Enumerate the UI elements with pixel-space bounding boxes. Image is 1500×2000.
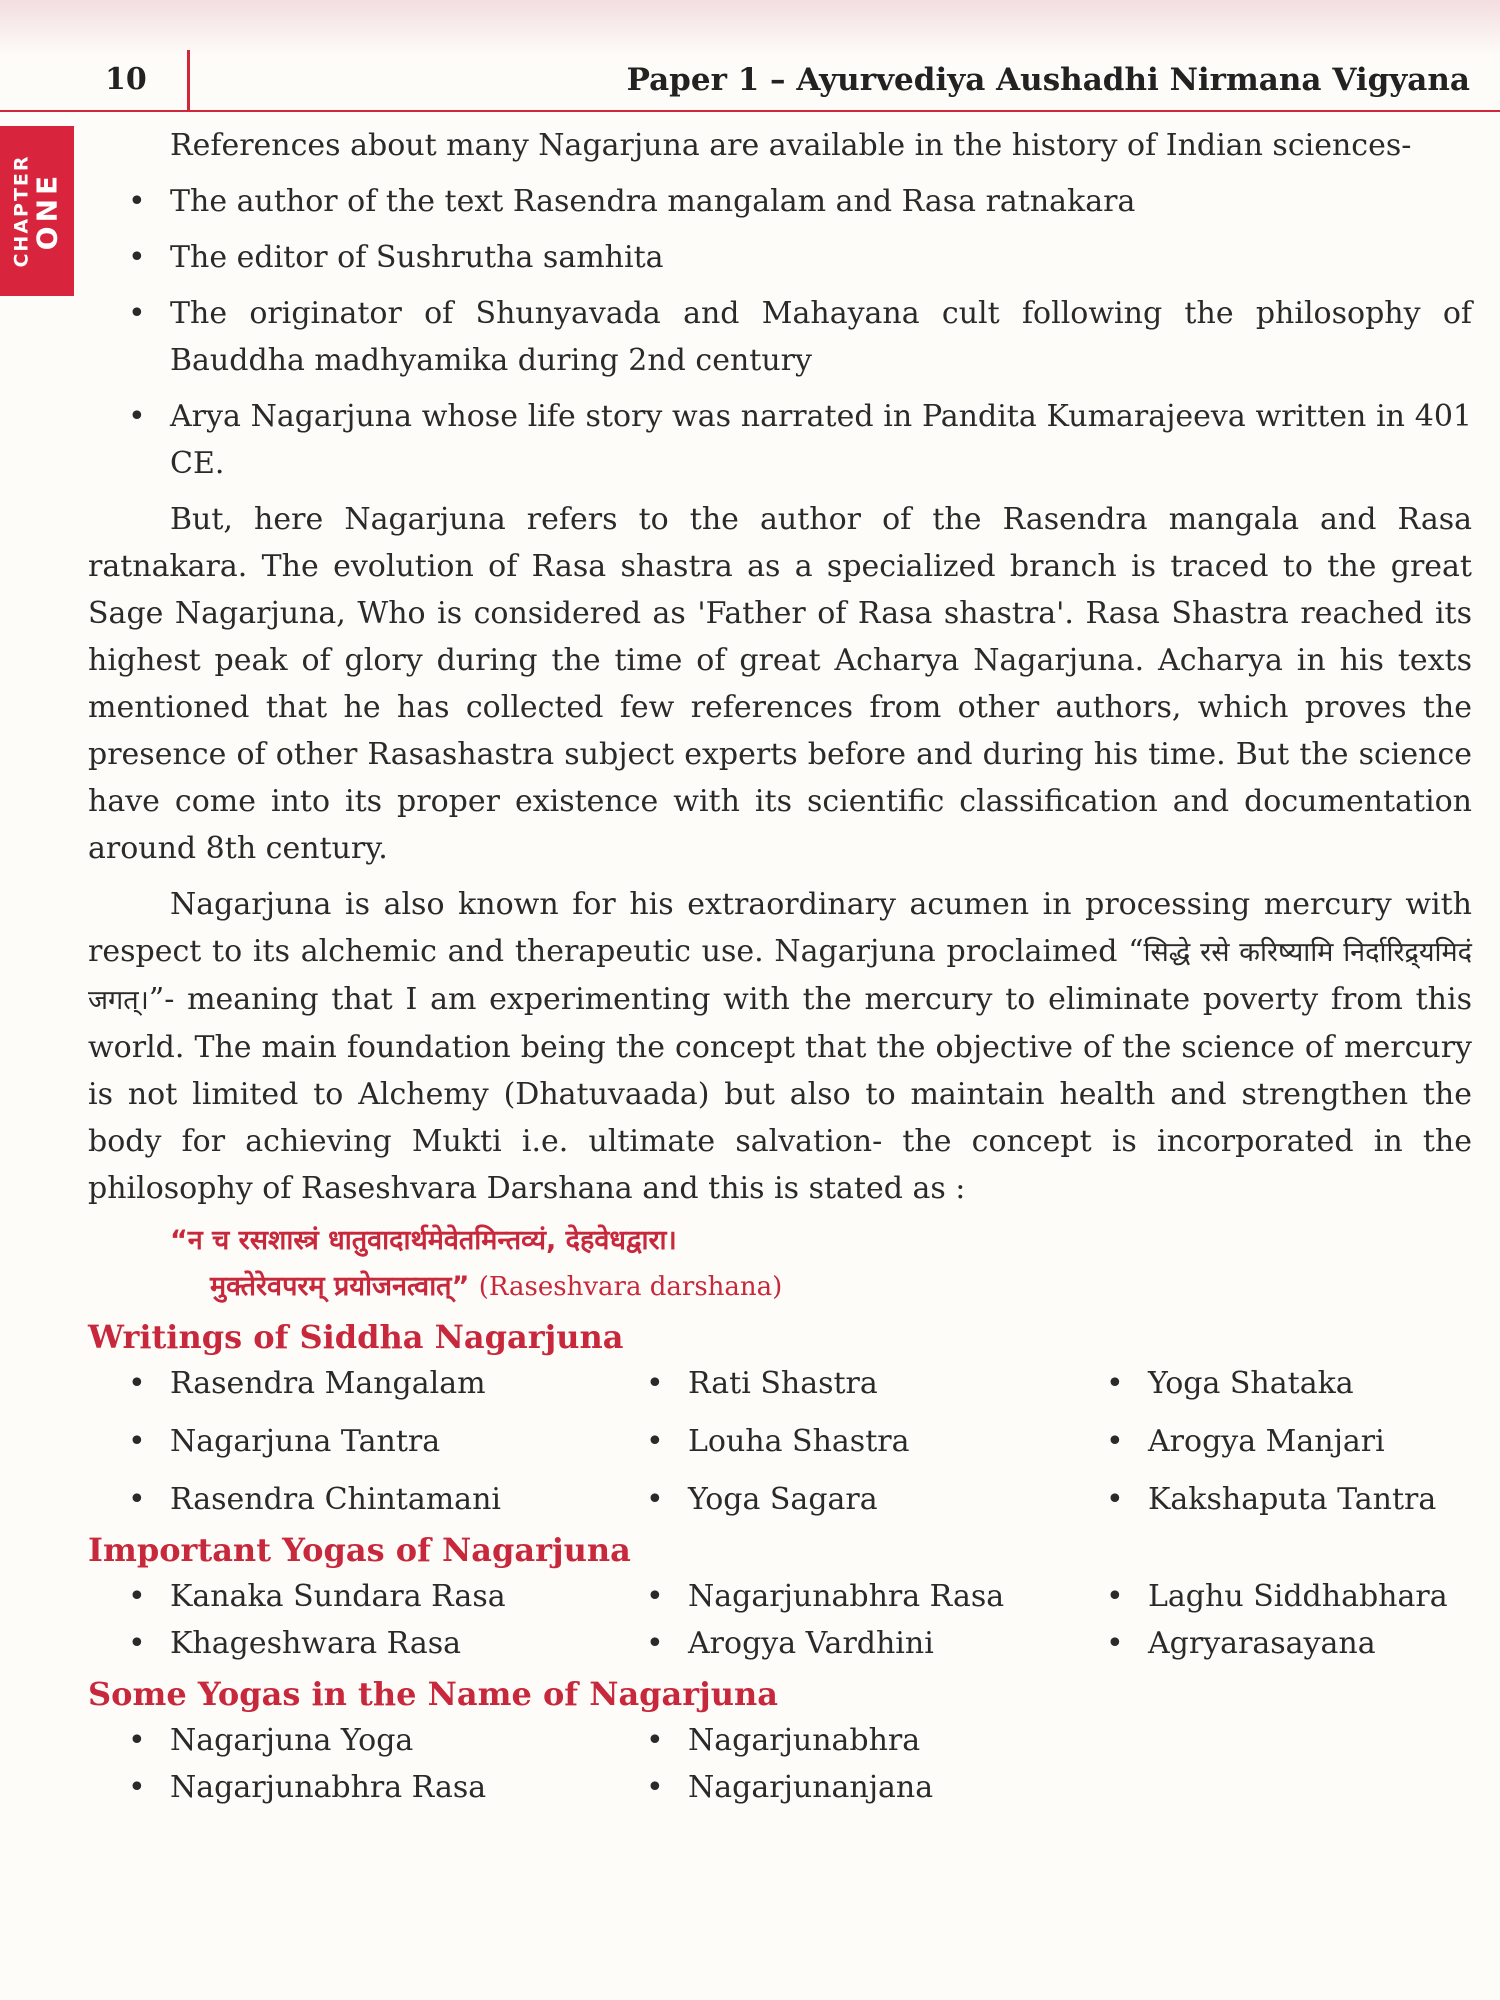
bullet-icon: • (128, 296, 146, 331)
bullet-icon: • (128, 1723, 146, 1758)
bullet-icon: • (646, 1723, 664, 1758)
sanskrit-quote: सिद्धे रसे करिष्यामि निर्दारिद्र्यमिदं जगत्। (88, 937, 1473, 1016)
bullet-icon: • (1106, 1424, 1124, 1459)
bullet-icon: • (646, 1579, 664, 1614)
bullet-icon: • (646, 1770, 664, 1805)
named-yogas-grid (88, 1717, 1472, 1811)
bullet-icon: • (128, 184, 146, 219)
page-body (88, 122, 1472, 1811)
sloka-line-2: मुक्तेरेवपरम् प्रयोजनत्वात्” (210, 1271, 470, 1302)
bullet-icon: • (1106, 1579, 1124, 1614)
intro-line: References about many Nagarjuna are available in the history of Indian sciences- (170, 128, 1412, 163)
header-divider (187, 50, 190, 110)
bullet-icon: • (1106, 1626, 1124, 1661)
list-item: • Kanaka Sundara Rasa (88, 1573, 606, 1620)
list-item: • Arogya Vardhini (606, 1620, 1066, 1667)
section-heading-writings: Writings of Siddha Nagarjuna (88, 1318, 624, 1356)
bullet-icon: • (128, 1366, 146, 1401)
bullet-icon: • (646, 1424, 664, 1459)
list-item: • Rati Shastra (606, 1360, 1066, 1407)
bullet-icon: • (128, 1579, 146, 1614)
list-item: • Nagarjuna Yoga (88, 1717, 606, 1764)
bullet-icon: • (1106, 1366, 1124, 1401)
page-number: 10 (105, 62, 147, 97)
list-item: • Arogya Manjari (1066, 1418, 1472, 1465)
bullet-icon: • (128, 1626, 146, 1661)
list-item: • Arya Nagarjuna whose life story was narrated in Pandita Kumarajeeva written in 401 CE. (88, 393, 1472, 487)
bullet-icon: • (646, 1482, 664, 1517)
sloka-line-1: “न च रसशास्त्रं धातुवादार्थमेवेतमिन्तव्यं, देहवेधद्वारा। (170, 1225, 677, 1256)
list-item: • Nagarjunanjana (606, 1764, 1472, 1811)
running-title: Paper 1 – Ayurvediya Aushadhi Nirmana Vigyana (626, 62, 1470, 98)
chapter-number: ONE (30, 171, 64, 251)
list-item: • Yoga Sagara (606, 1476, 1066, 1523)
bullet-icon: • (128, 1482, 146, 1517)
list-item: • The editor of Sushrutha samhita (88, 234, 1472, 281)
bullet-icon: • (1106, 1482, 1124, 1517)
list-item: • Rasendra Chintamani (88, 1476, 606, 1523)
reference-list (88, 178, 1472, 487)
sloka-block (88, 1218, 1472, 1310)
bullet-icon: • (128, 240, 146, 275)
paragraph-mercury: Nagarjuna is also known for his extraordinary acumen in processing mercury with respect to its alchemic and therapeutic use. Nagarjuna proclaimed “सिद्धे रसे करिष्यामि निर्दारिद्र्यमिदं जगत्।”- meaning that I am experimenting with the mercury to eliminate poverty from this world. The main foundation being the concept that the objective of the science of mercury is not limited to Alchemy (Dhatuvaada) but also to maintain health and strengthen the body for achieving Mukti i.e. ultimate salvation- the concept is incorporated in the philosophy of Raseshvara Darshana and this is stated as : (88, 887, 1473, 1206)
bullet-icon: • (128, 1770, 146, 1805)
list-item: • Kakshaputa Tantra (1066, 1476, 1472, 1523)
bullet-icon: • (128, 399, 146, 434)
bullet-icon: • (646, 1366, 664, 1401)
yogas-grid (88, 1573, 1472, 1667)
list-item: • Louha Shastra (606, 1418, 1066, 1465)
writings-grid (88, 1418, 1472, 1465)
sloka-source: (Raseshvara darshana) (478, 1272, 783, 1302)
list-item: • Nagarjunabhra (606, 1717, 1472, 1764)
paragraph-father-of-rasa: But, here Nagarjuna refers to the author of the Rasendra mangala and Rasa ratnakara. The evolution of Rasa shastra as a specialized branch is traced to the great Sage Nagarjuna, Who is considered as 'Father of Rasa shastra'. Rasa Shastra reached its highest peak of glory during the time of great Acharya Nagarjuna. Acharya in his texts mentioned that he has collected few references from other authors, which proves the presence of other Rasashastra subject experts before and during his time. But the science have come into its proper existence with its scientific classification and documentation around 8th century. (88, 502, 1472, 866)
chapter-label: CHAPTER (10, 154, 33, 268)
bullet-icon: • (646, 1626, 664, 1661)
header-rule (0, 110, 1500, 112)
top-tint (0, 0, 1500, 56)
writings-grid (88, 1476, 1472, 1523)
bullet-icon: • (128, 1424, 146, 1459)
list-item: • The author of the text Rasendra mangalam and Rasa ratnakara (88, 178, 1472, 225)
list-item: • Nagarjuna Tantra (88, 1418, 606, 1465)
list-item: • Nagarjunabhra Rasa (88, 1764, 606, 1811)
list-item: • Nagarjunabhra Rasa (606, 1573, 1066, 1620)
list-item: • Agryarasayana (1066, 1620, 1472, 1667)
list-item: • Yoga Shataka (1066, 1360, 1472, 1407)
list-item: • The originator of Shunyavada and Mahayana cult following the philosophy of Bauddha madhyamika during 2nd century (88, 290, 1472, 384)
list-item: • Khageshwara Rasa (88, 1620, 606, 1667)
section-heading-important-yogas: Important Yogas of Nagarjuna (88, 1531, 631, 1569)
list-item: • Laghu Siddhabhara (1066, 1573, 1472, 1620)
writings-grid (88, 1360, 1472, 1407)
chapter-tab (0, 126, 74, 296)
list-item: • Rasendra Mangalam (88, 1360, 606, 1407)
section-heading-named-yogas: Some Yogas in the Name of Nagarjuna (88, 1675, 778, 1713)
